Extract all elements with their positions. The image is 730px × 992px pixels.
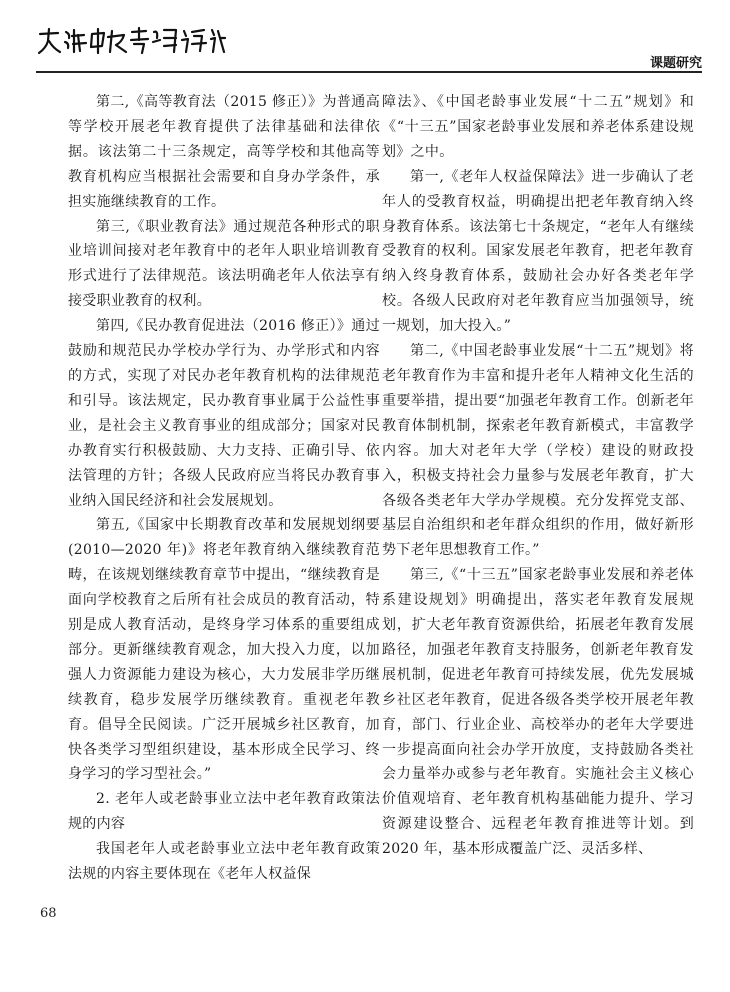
- section-label: 课题研究: [649, 56, 702, 71]
- paragraph: 第二,《高等教育法（2015 修正）》为普通高等学校开展老年教育提供了法律基础和法律依据。该法第二十三条规定，高等学校和其他高等教育机构应当根据社会需要和自身办学条件，承担实施继续教育的工作。: [68, 94, 380, 210]
- left-column: [68, 90, 380, 887]
- paragraph: 第五,《国家中长期教育改革和发展规划纲要(2010—2020 年)》将老年教育纳入继续教育范畴，在该规划继续教育章节中提出，“继续教育是面向学校教育之后所有社会成员的教育活动，特别是成人教育活动，是终身学习体系的重要组成部分。更新继续教育观念，加大投入力度，以加强人力资源能力建设为核心，大力发展非学历继续教育，稳步发展学历继续教育。重视老年教育。倡导全民阅读。广泛开展城乡社区教育，加快各类学习型组织建设，基本形成全民学习、终身学习的学习型社会。”: [68, 517, 380, 783]
- paragraph: 第一,《老年人权益保障法》进一步确认了老年人的受教育权益，明确提出把老年教育纳入终身教育体系。该法第七十条规定，“老年人有继续受教育的权利。国家发展老年教育，把老年教育纳入终身教育体系，鼓励社会办好各类老年学校。各级人民政府对老年教育应当加强领导，统一规划，加大投入。”: [382, 168, 694, 335]
- journal-logo: [36, 26, 226, 56]
- paragraph: 第三,《“十三五”国家老龄事业发展和养老体系建设规划》明确提出，落实老年教育发展规划，扩大老年教育资源供给，拓展老年教育发展路径，加强老年教育支持服务，创新老年教育发展机制，促进老年教育可持续发展，优先发展城乡社区老年教育，促进各级各类学校开展老年教育，部门、行业企业、高校举办的老年大学要进一步提高面向社会办学开放度，支持鼓励各类社会力量举办或参与老年教育。实施社会主义核心价值观培育、老年教育机构基础能力提升、学习资源建设整合、远程老年教育推进等计划。到 2020 年，基本形成覆盖广泛、灵活多样、: [382, 567, 694, 858]
- paragraph: 第四,《民办教育促进法（2016 修正）》通过鼓励和规范民办学校办学行为、办学形式和内容的方式，实现了对民办老年教育机构的法律规范和引导。该法规定，民办教育事业属于公益性事业，是社会主义教育事业的组成部分；国家对民办教育实行积极鼓励、大力支持、正确引导、依法管理的方针；各级人民政府应当将民办教育事业纳入国民经济和社会发展规划。: [68, 318, 380, 509]
- section-heading: 2. 老年人或老龄事业立法中老年教育政策法规的内容: [68, 791, 380, 833]
- paragraph: 第三,《职业教育法》通过规范各种形式的职业培训间接对老年教育中的老年人职业培训教育形式进行了法律规范。该法明确老年人依法享有接受职业教育的权利。: [68, 218, 380, 310]
- right-column: [382, 90, 694, 862]
- paragraph: 我国老年人或老龄事业立法中老年教育政策法规的内容主要体现在《老年人权益保: [68, 841, 380, 883]
- page-number: 68: [40, 906, 57, 921]
- paragraph: 第二,《中国老龄事业发展“十二五”规划》将老年教育作为丰富和提升老年人精神文化生活的重要举措，提出要“加强老年教育工作。创新老年教育体制机制，探索老年教育新模式，丰富教学内容。加大对老年大学（学校）建设的财政投入，积极支持社会力量参与发展老年教育，扩大各级各类老年大学办学规模。充分发挥党支部、基层自治组织和老年群众组织的作用，做好新形势下老年思想教育工作。”: [382, 343, 694, 559]
- header-rule: [36, 71, 702, 73]
- paragraph-continued: 障法》、《中国老龄事业发展“十二五”规划》和 《“十三五”国家老龄事业发展和养老体系建设规划》之中。: [382, 94, 694, 160]
